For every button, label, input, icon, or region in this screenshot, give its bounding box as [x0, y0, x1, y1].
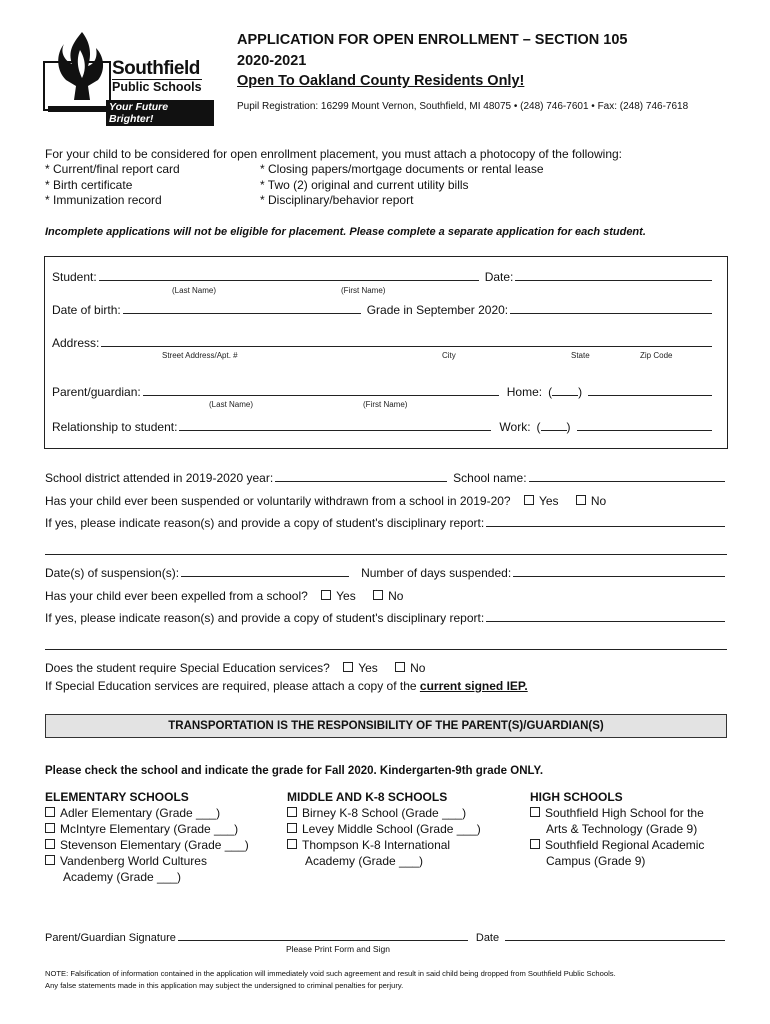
paren-close: ) [566, 420, 571, 434]
signature-field[interactable] [178, 930, 468, 941]
suspended-no-checkbox[interactable] [576, 495, 586, 505]
required-doc: * Two (2) original and current utility bills [260, 177, 469, 192]
student-name-field[interactable] [99, 270, 479, 281]
school-year: 2020-2021 [237, 53, 307, 69]
dob-label: Date of birth: [52, 303, 121, 317]
page-title: APPLICATION FOR OPEN ENROLLMENT – SECTION 105 [237, 32, 628, 48]
logo-tagline: Your Future Brighter! [106, 100, 214, 126]
registration-address: Pupil Registration: 16299 Mount Vernon, Southfield, MI 48075 • (248) 746-7601 • Fax: (248) 746-7618 [237, 101, 689, 112]
required-doc: * Birth certificate [45, 177, 133, 192]
note-line-2: Any false statements made in this application may subject the undersigned to criminal penalties for perjury. [45, 981, 404, 990]
school-option[interactable] [287, 837, 481, 853]
district-field[interactable] [275, 471, 447, 482]
suspension-dates-field[interactable] [181, 566, 349, 577]
suspension-dates-label: Date(s) of suspension(s): [45, 566, 180, 580]
school-option[interactable] [287, 805, 481, 821]
school-option-label: Levey Middle School (Grade ___) [302, 822, 481, 836]
expulsion-reason-label: If yes, please indicate reason(s) and provide a copy of student's disciplinary report: [45, 611, 485, 625]
elementary-column [45, 789, 249, 885]
school-checkbox[interactable] [287, 823, 297, 833]
yes-label: Yes [336, 589, 356, 603]
school-checkbox[interactable] [530, 807, 540, 817]
school-checkbox[interactable] [45, 855, 55, 865]
zip-caption: Zip Code [640, 351, 673, 360]
signature-date-label: Date [475, 932, 500, 944]
parent-first-name-caption: (First Name) [363, 400, 408, 409]
middle-column [287, 789, 481, 869]
required-doc: * Immunization record [45, 193, 162, 207]
suspension-reason-field-2[interactable] [45, 544, 727, 555]
special-ed-yes-checkbox[interactable] [343, 662, 353, 672]
suspension-reason-field[interactable] [486, 516, 725, 527]
relationship-field[interactable] [179, 420, 491, 431]
school-option-cont: Campus (Grade 9) [546, 854, 646, 868]
special-ed-question: Does the student require Special Education services? [45, 661, 330, 675]
high-title: HIGH SCHOOLS [530, 790, 623, 804]
school-option-label: Adler Elementary (Grade ___) [60, 806, 221, 820]
student-info-box [44, 256, 728, 449]
parent-last-name-caption: (Last Name) [209, 400, 254, 409]
middle-title: MIDDLE AND K-8 SCHOOLS [287, 790, 448, 804]
address-label: Address: [52, 336, 100, 350]
print-instruction: Please Print Form and Sign [286, 944, 390, 954]
required-doc: * Disciplinary/behavior report [260, 193, 414, 207]
last-name-caption: (Last Name) [172, 286, 217, 295]
work-phone-label: Work: [499, 420, 531, 434]
required-docs-col2 [260, 162, 544, 209]
school-option-label: Vandenberg World Cultures [60, 854, 207, 868]
grade-field[interactable] [510, 303, 712, 314]
logo-name-line2: Public Schools [112, 80, 202, 94]
school-checkbox[interactable] [287, 807, 297, 817]
required-doc: * Closing papers/mortgage documents or rental lease [260, 162, 544, 176]
school-option-cont: Academy (Grade ___) [63, 870, 182, 884]
school-instruction: Please check the school and indicate the grade for Fall 2020. Kindergarten-9th grade ONLY. [45, 765, 544, 777]
work-phone-field[interactable] [577, 420, 712, 431]
iep-instruction: If Special Education services are required, please attach a copy of the [45, 679, 417, 693]
school-option-cont: Academy (Grade ___) [305, 854, 424, 868]
expelled-yes-checkbox[interactable] [321, 590, 331, 600]
logo-name-line1: Southfield [112, 58, 200, 79]
address-field[interactable] [101, 336, 712, 347]
incomplete-warning: Incomplete applications will not be eligible for placement. Please complete a separate application for each student. [45, 226, 646, 238]
days-suspended-label: Number of days suspended: [361, 566, 512, 580]
special-ed-no-checkbox[interactable] [395, 662, 405, 672]
city-caption: City [442, 351, 456, 360]
paren-open: ( [548, 385, 553, 399]
school-option-label: Thompson K-8 International [302, 838, 451, 852]
school-option[interactable] [287, 821, 481, 837]
school-option-label: Southfield Regional Academic [545, 838, 705, 852]
school-option-cont: Arts & Technology (Grade 9) [546, 822, 698, 836]
school-checkbox[interactable] [45, 839, 55, 849]
student-label: Student: [52, 270, 97, 284]
no-label: No [388, 589, 404, 603]
paren-open: ( [536, 420, 541, 434]
iep-link[interactable]: current signed IEP. [419, 679, 528, 693]
school-option[interactable] [530, 805, 704, 821]
high-column [530, 789, 704, 869]
date-field[interactable] [515, 270, 712, 281]
school-option[interactable] [530, 837, 704, 853]
signature-label: Parent/Guardian Signature [45, 932, 176, 944]
yes-label: Yes [358, 661, 378, 675]
required-docs-col1 [45, 162, 180, 209]
parent-name-field[interactable] [143, 385, 499, 396]
state-caption: State [571, 351, 590, 360]
elementary-title: ELEMENTARY SCHOOLS [45, 790, 189, 804]
relationship-label: Relationship to student: [52, 420, 178, 434]
suspension-reason-label: If yes, please indicate reason(s) and provide a copy of student's disciplinary report: [45, 516, 485, 530]
page-subtitle: Open To Oakland County Residents Only! [237, 73, 525, 89]
school-option[interactable] [45, 821, 249, 837]
school-checkbox[interactable] [530, 839, 540, 849]
suspended-yes-checkbox[interactable] [524, 495, 534, 505]
school-option[interactable] [45, 853, 249, 869]
yes-label: Yes [538, 494, 559, 508]
school-checkbox[interactable] [45, 823, 55, 833]
school-name-label: School name: [453, 471, 527, 485]
required-doc: * Current/final report card [45, 162, 180, 176]
parent-label: Parent/guardian: [52, 385, 141, 399]
school-option-label: Stevenson Elementary (Grade ___) [60, 838, 249, 852]
expelled-no-checkbox[interactable] [373, 590, 383, 600]
school-option[interactable] [45, 837, 249, 853]
school-logo [42, 30, 214, 125]
school-checkbox[interactable] [287, 839, 297, 849]
dob-field[interactable] [123, 303, 361, 314]
home-phone-field[interactable] [588, 385, 712, 396]
home-phone-label: Home: [506, 385, 543, 399]
street-caption: Street Address/Apt. # [162, 351, 238, 360]
signature-date-field[interactable] [505, 930, 725, 941]
school-option[interactable] [45, 805, 249, 821]
expelled-question: Has your child ever been expelled from a school? [45, 589, 308, 603]
district-label: School district attended in 2019-2020 year: [45, 471, 274, 485]
home-area-code-field[interactable] [552, 385, 578, 396]
school-option-label: McIntyre Elementary (Grade ___) [60, 822, 239, 836]
note-line-1: NOTE: Falsification of information contained in the application will immediately void such agreement and result in said child being dropped from Southfield Public Schools. [45, 969, 616, 978]
school-checkbox[interactable] [45, 807, 55, 817]
no-label: No [410, 661, 426, 675]
transportation-banner: TRANSPORTATION IS THE RESPONSIBILITY OF THE PARENT(S)/GUARDIAN(S) [45, 714, 727, 738]
suspended-question: Has your child ever been suspended or voluntarily withdrawn from a school in 2019-20? [45, 494, 511, 508]
expulsion-reason-field-2[interactable] [45, 639, 727, 650]
days-suspended-field[interactable] [513, 566, 725, 577]
grade-label: Grade in September 2020: [366, 303, 509, 317]
first-name-caption: (First Name) [341, 286, 386, 295]
no-label: No [590, 494, 607, 508]
school-name-field[interactable] [529, 471, 725, 482]
school-option-label: Southfield High School for the [545, 806, 704, 820]
expulsion-reason-field[interactable] [486, 611, 725, 622]
work-area-code-field[interactable] [541, 420, 567, 431]
intro-text: For your child to be considered for open enrollment placement, you must attach a photocopy of the following: [45, 147, 622, 161]
paren-close: ) [578, 385, 583, 399]
falsification-note [45, 968, 729, 992]
date-label: Date: [484, 270, 514, 284]
school-option-label: Birney K-8 School (Grade ___) [302, 806, 467, 820]
